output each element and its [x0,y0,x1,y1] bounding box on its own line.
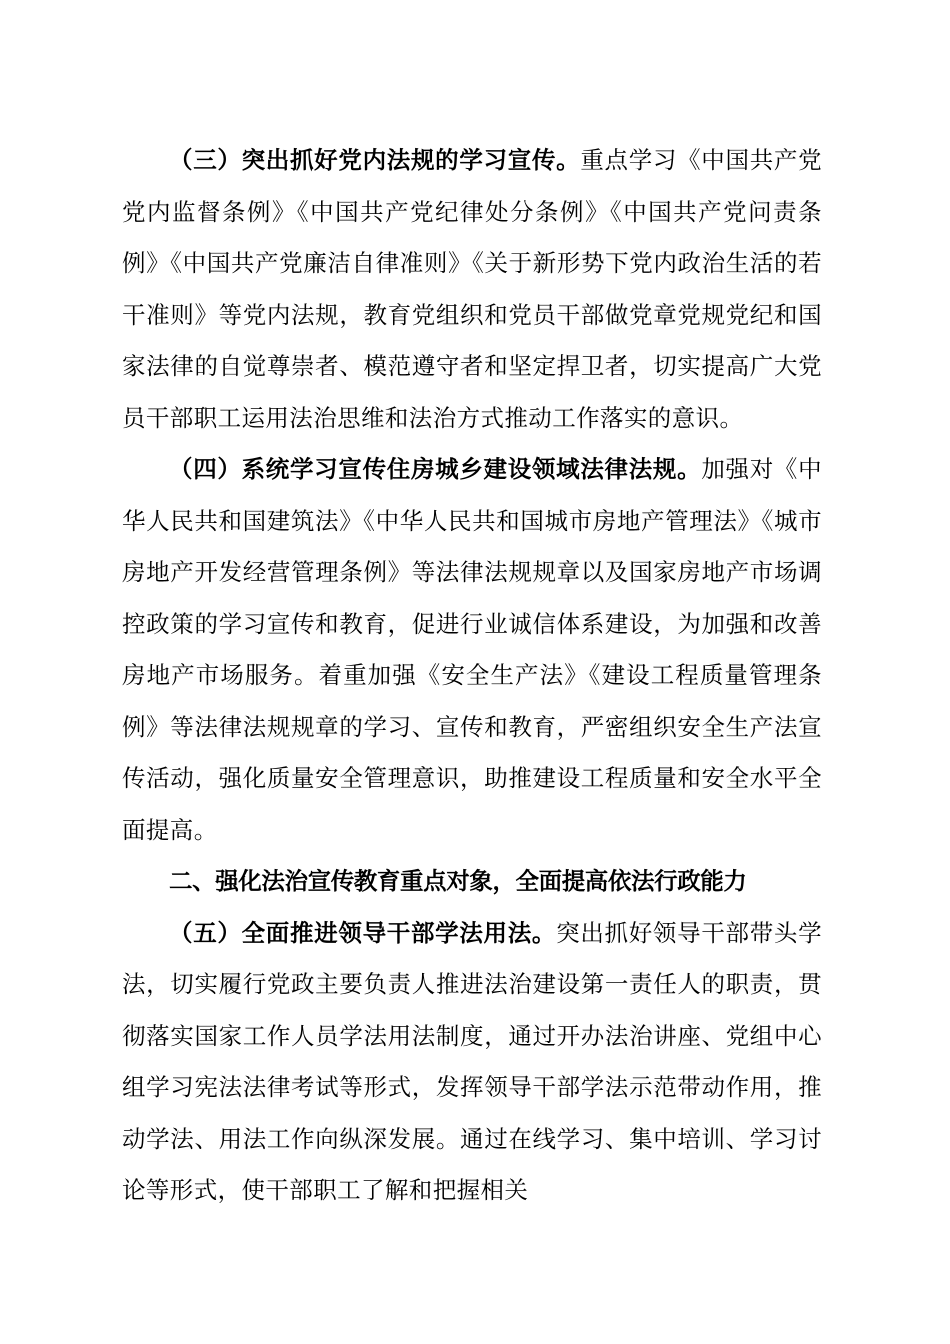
paragraph-4-lead: （四）系统学习宣传住房城乡建设领域法律法规。 [169,455,702,483]
paragraph-5-body: 突出抓好领导干部带头学法，切实履行党政主要负责人推进法治建设第一责任人的职责，贯彻落实国家工作人员学法用法制度，通过开办法治讲座、党组中心组学习宪法法律考试等形式，发挥领导干部学法示范带动作用，推动学法、用法工作向纵深发展。通过在线学习、集中培训、学习讨论等形式，使干部职工了解和把握相关 [122,918,822,1204]
paragraph-5 [122,908,822,1217]
paragraph-3-lead: （三）突出抓好党内法规的学习宣传。 [169,146,581,174]
paragraph-4-body: 加强对《中华人民共和国建筑法》《中华人民共和国城市房地产管理法》《城市房地产开发经营管理条例》等法律法规规章以及国家房地产市场调控政策的学习宣传和教育，促进行业诚信体系建设，为加强和改善房地产市场服务。着重加强《安全生产法》《建设工程质量管理条例》等法律法规规章的学习、宣传和教育，严密组织安全生产法宣传活动，强化质量安全管理意识，助推建设工程质量和安全水平全面提高。 [122,455,822,844]
paragraph-3 [122,135,822,444]
document-page [122,135,822,1217]
paragraph-3-body: 重点学习《中国共产党党内监督条例》《中国共产党纪律处分条例》《中国共产党问责条例》《中国共产党廉洁自律准则》《关于新形势下党内政治生活的若干准则》等党内法规，教育党组织和党员干部做党章党规党纪和国家法律的自觉尊崇者、模范遵守者和坚定捍卫者，切实提高广大党员干部职工运用法治思维和法治方式推动工作落实的意识。 [122,146,822,432]
section-heading: 二、强化法治宣传教育重点对象，全面提高依法行政能力 [169,867,747,895]
paragraph-4 [122,444,822,856]
paragraph-5-lead: （五）全面推进领导干部学法用法。 [169,918,557,947]
